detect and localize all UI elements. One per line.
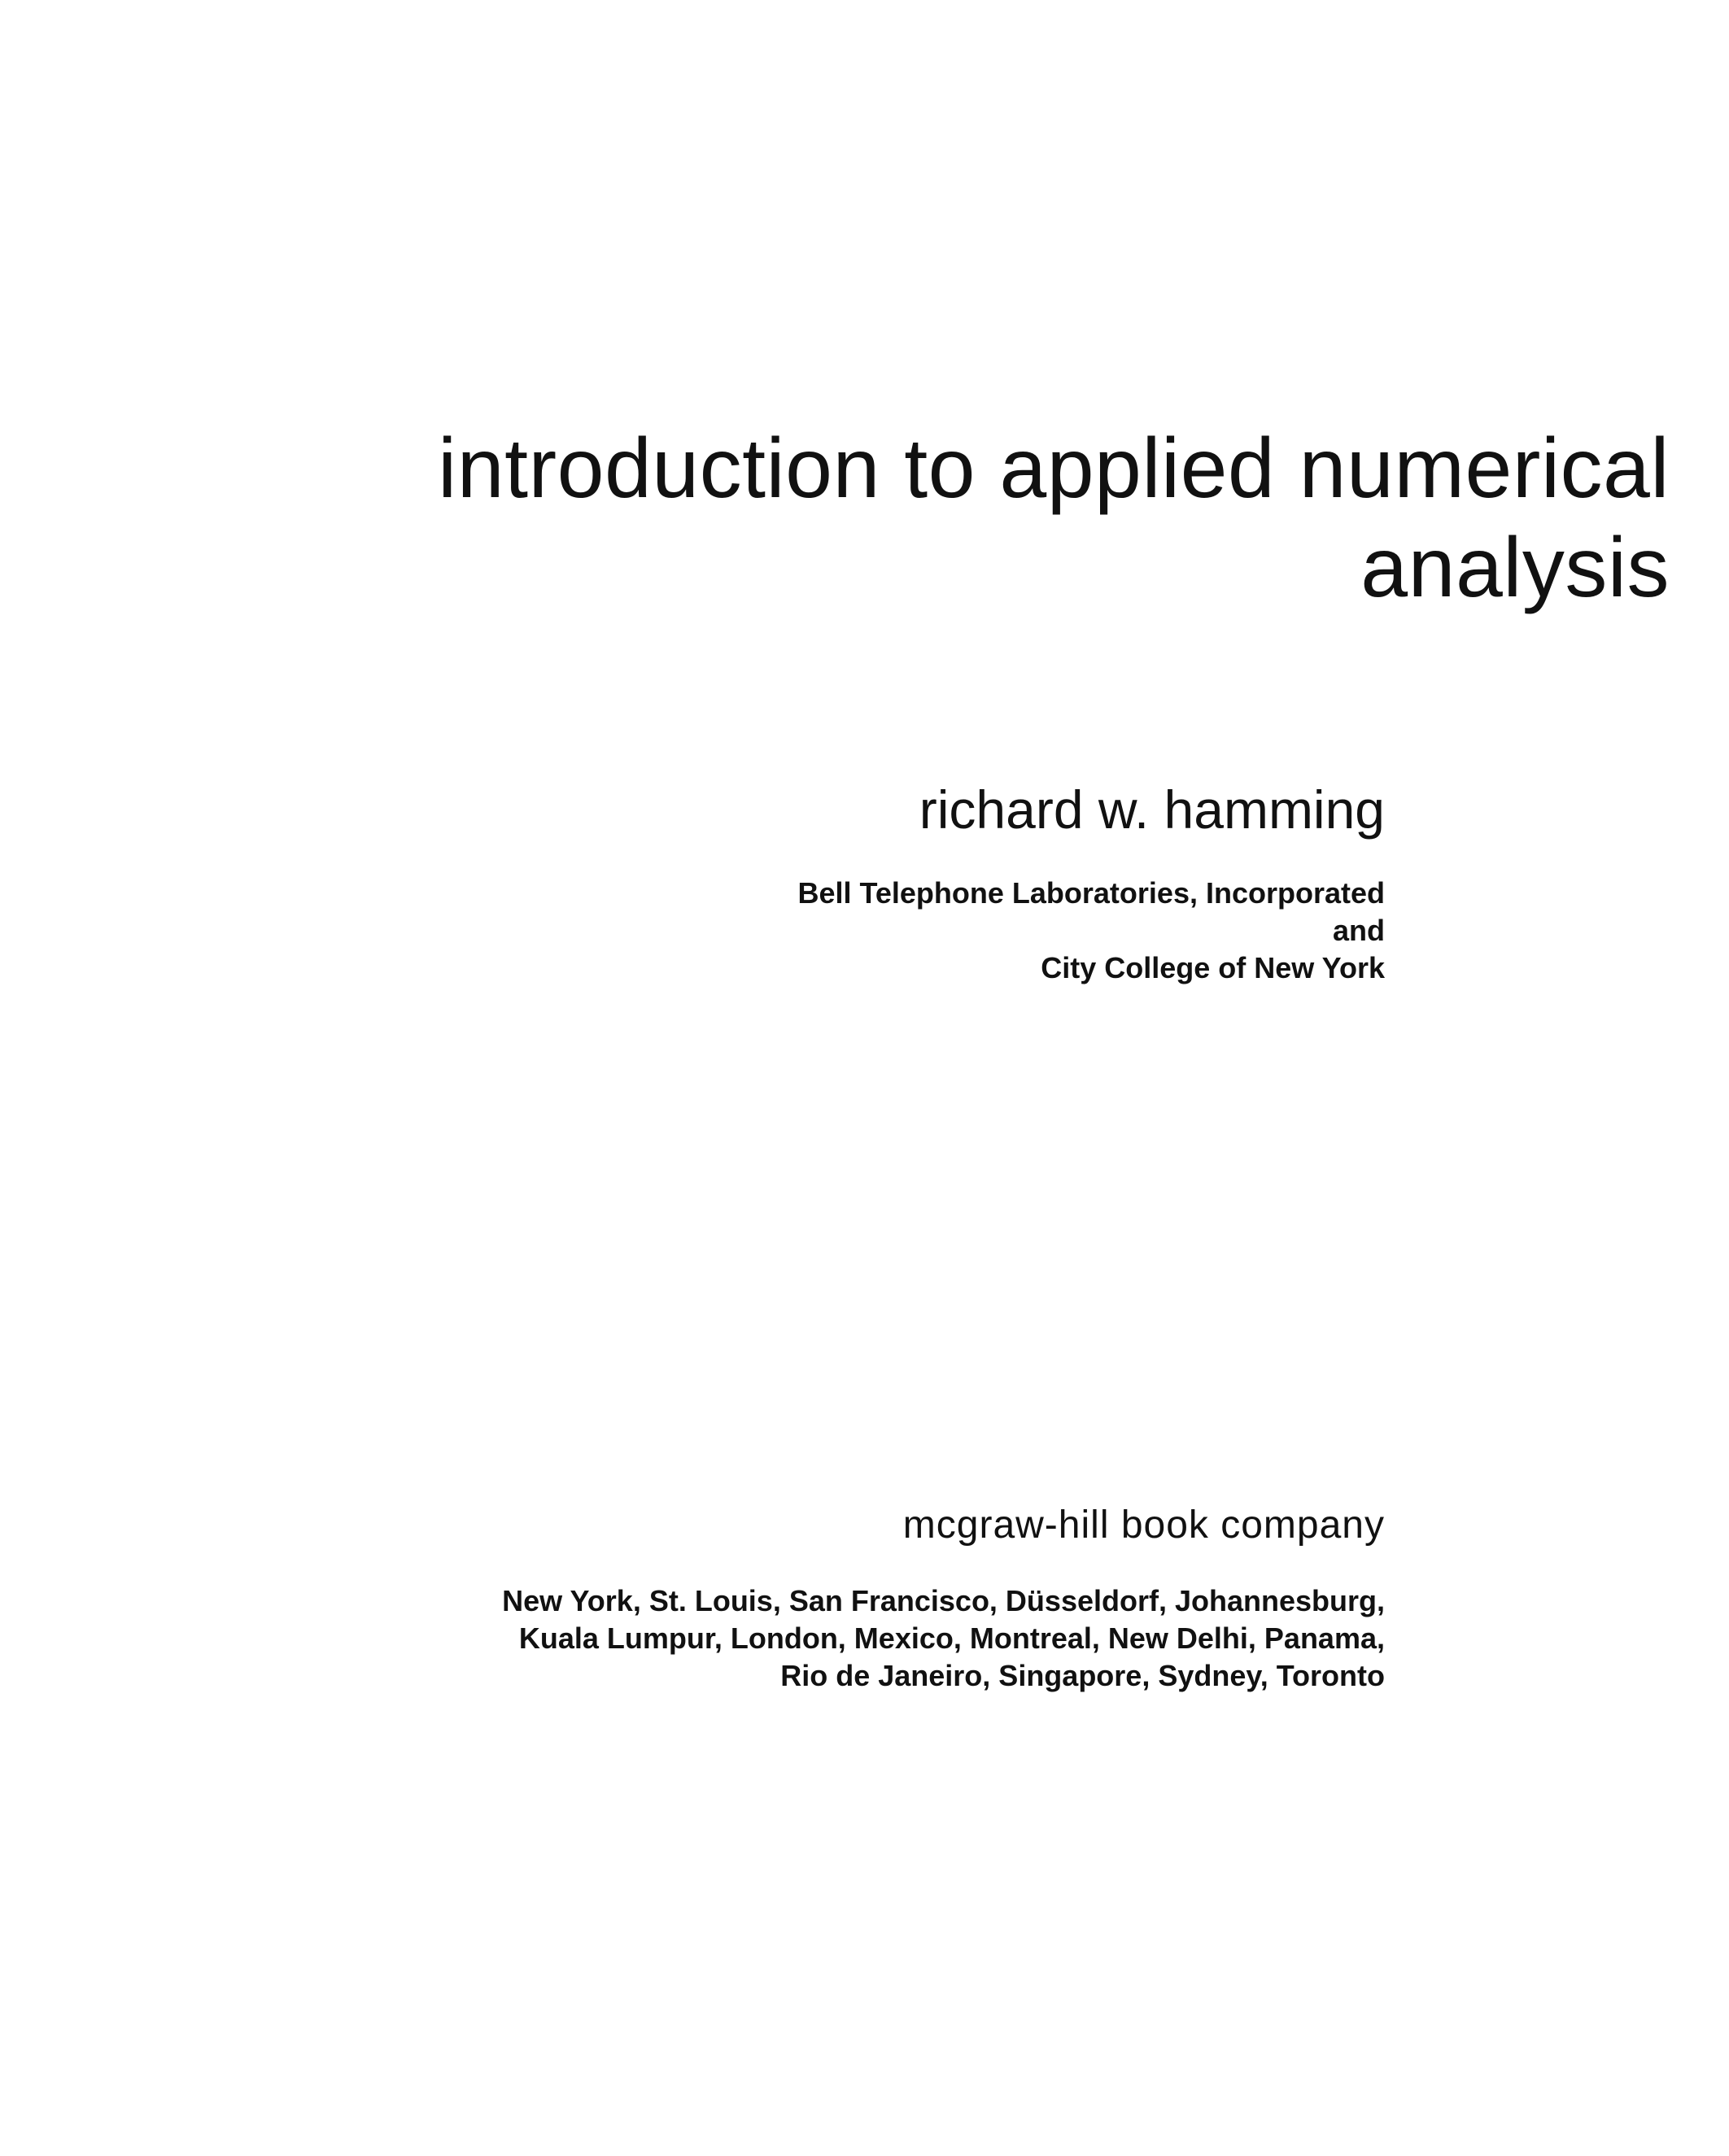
author-block: [798, 777, 1385, 987]
publisher-name: mcgraw-hill book company: [902, 1504, 1385, 1547]
cities-line-1: New York, St. Louis, San Francisco, Düsseldorf, Johannesburg,: [502, 1584, 1385, 1617]
publisher-cities: [502, 1582, 1385, 1695]
book-title: [438, 419, 1670, 618]
author-name: richard w. hamming: [919, 779, 1385, 840]
title-line-1: introduction to applied numerical: [438, 421, 1670, 516]
author-affiliation: [798, 875, 1385, 987]
title-line-2: analysis: [1360, 521, 1670, 615]
cities-line-3: Rio de Janeiro, Singapore, Sydney, Toronto: [780, 1659, 1385, 1692]
publisher-block: [502, 1501, 1385, 1695]
affiliation-line-2: and: [1332, 914, 1385, 947]
cities-line-2: Kuala Lumpur, London, Mexico, Montreal, New Delhi, Panama,: [518, 1621, 1385, 1655]
affiliation-line-1: Bell Telephone Laboratories, Incorporated: [797, 876, 1385, 910]
affiliation-line-3: City College of New York: [1041, 951, 1385, 984]
